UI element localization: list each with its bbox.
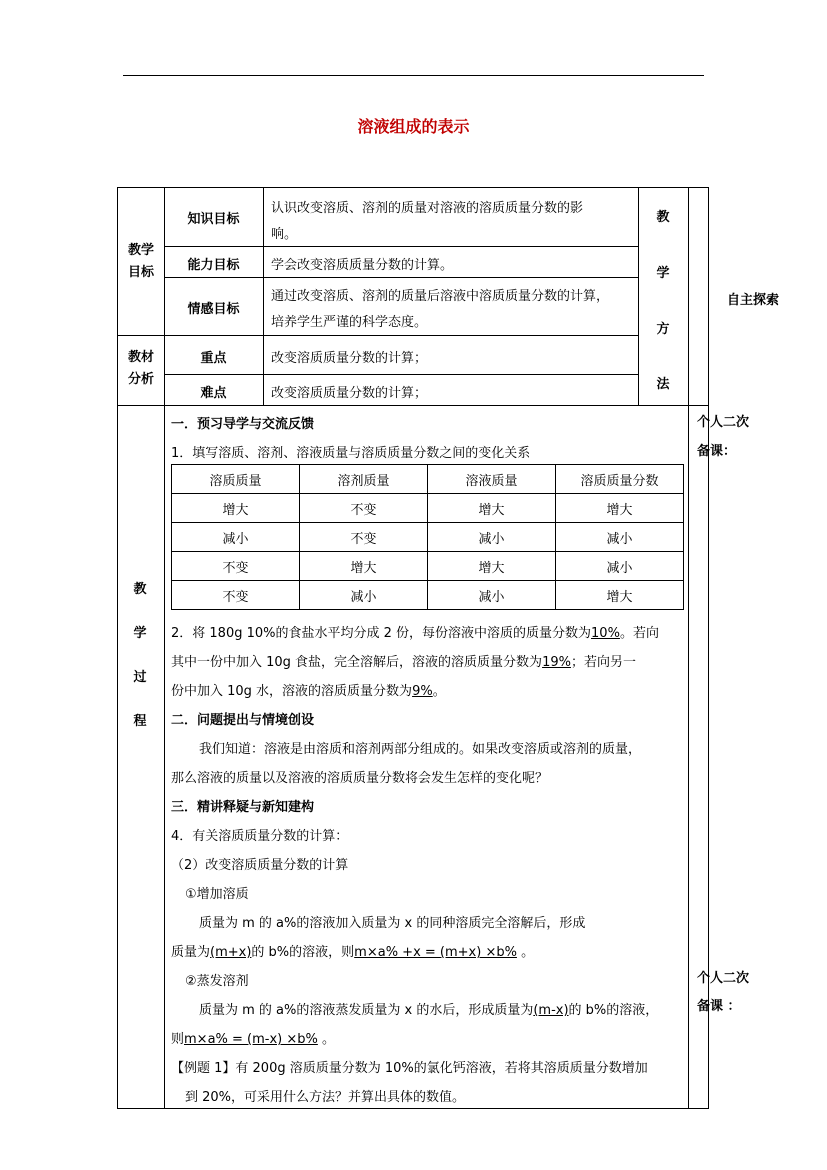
item-text: 4．有关溶质质量分数的计算： [171, 829, 349, 844]
table-header-cell: 溶剂质量 [300, 465, 428, 494]
item2-line [171, 651, 636, 670]
method-char: 方 [656, 322, 670, 337]
answer-blank: (m+x) [210, 945, 252, 960]
answer-blank: 9% [412, 684, 433, 699]
sub-heading: ②蒸发溶剂 [185, 974, 249, 989]
process-char: 学 [133, 626, 147, 641]
item-text: 1．填写溶质、溶剂、溶液质量与溶质质量分数之间的变化关系 [171, 446, 531, 461]
table-cell: 增大 [172, 494, 300, 523]
col-divider [688, 187, 689, 1109]
table-cell: 不变 [172, 552, 300, 581]
table-row [172, 523, 684, 552]
key-label: 重点 [200, 351, 227, 366]
table-cell: 减小 [428, 581, 556, 610]
col-divider [263, 187, 264, 405]
item2-text: 2．将 180g 10%的食盐水平均分成 2 份，每份溶液中溶质的质量分数为 [171, 626, 592, 641]
table-cell: 增大 [556, 494, 684, 523]
formula-text: 质量为 [171, 945, 211, 960]
paragraph-line: 我们知道：溶液是由溶质和溶剂两部分组成的。如果改变溶质或溶剂的质量， [199, 742, 642, 757]
process-char: 程 [133, 714, 147, 729]
sub-heading: ①增加溶质 [185, 887, 249, 902]
side-note: 备课 ： [697, 999, 741, 1014]
table-cell: 不变 [300, 494, 428, 523]
knowledge-text [271, 196, 583, 248]
item2-text: 。 [432, 684, 446, 699]
difficulty-text: 改变溶质质量分数的计算； [271, 386, 428, 401]
formula-text: 则 [171, 1032, 185, 1047]
row-divider [164, 374, 638, 375]
item2-line [171, 622, 659, 641]
table-header-cell: 溶液质量 [428, 465, 556, 494]
item2-text: 份中加入 10g 水，溶液的溶质质量分数为 [171, 684, 413, 699]
table-header-row [172, 465, 684, 494]
paragraph-line: 质量为 m 的 a%的溶液加入质量为 x 的同种溶质完全溶解后，形成 [199, 916, 586, 931]
header-rule [123, 75, 704, 76]
paragraph-line: 那么溶液的质量以及溶液的溶质质量分数将会发生怎样的变化呢？ [171, 771, 549, 786]
table-divider-process [117, 405, 709, 406]
emotion-label: 情感目标 [187, 302, 240, 317]
answer-blank: 19% [542, 655, 571, 670]
answer-blank: (m-x) [533, 1003, 569, 1018]
table-cell: 减小 [428, 523, 556, 552]
table-border-top [117, 187, 709, 188]
paragraph-line [199, 999, 658, 1018]
section-heading: 二．问题提出与情境创设 [171, 713, 315, 728]
table-cell: 减小 [172, 523, 300, 552]
table-cell: 增大 [300, 552, 428, 581]
material-label [118, 347, 164, 391]
difficulty-label: 难点 [200, 386, 227, 401]
ability-label: 能力目标 [187, 258, 240, 273]
table-cell: 增大 [428, 552, 556, 581]
process-char: 教 [133, 582, 147, 597]
col-divider [164, 187, 165, 1109]
formula-text: 的 b%的溶液，则 [251, 945, 355, 960]
item2-text: ；若向另一 [570, 655, 636, 670]
table-cell: 减小 [300, 581, 428, 610]
paragraph-line [171, 941, 534, 960]
answer-blank: m×a% = (m-x) ×b% [184, 1032, 318, 1047]
process-char: 过 [133, 670, 147, 685]
method-char: 教 [656, 210, 670, 225]
table-header-cell: 溶质质量分数 [556, 465, 684, 494]
table-cell: 增大 [428, 494, 556, 523]
objectives-label-line: 目标 [127, 265, 154, 280]
material-label-line: 分析 [127, 372, 154, 387]
side-note: 个人二次 [697, 415, 750, 430]
method-char: 学 [656, 266, 670, 281]
method-value: 自主探索 [726, 293, 779, 308]
item2-text: 。若向 [619, 626, 659, 641]
table-cell: 增大 [556, 581, 684, 610]
ability-text: 学会改变溶质质量分数的计算。 [271, 258, 454, 273]
table-cell: 不变 [172, 581, 300, 610]
key-text: 改变溶质质量分数的计算； [271, 351, 428, 366]
formula-text: 质量为 m 的 a%的溶液蒸发质量为 x 的水后，形成质量为 [199, 1003, 534, 1018]
answer-blank: 10% [591, 626, 620, 641]
table-header-cell: 溶质质量 [172, 465, 300, 494]
objectives-label [118, 240, 164, 284]
table-cell: 不变 [300, 523, 428, 552]
item2-text: 其中一份中加入 10g 食盐，完全溶解后，溶液的溶质质量分数为 [171, 655, 543, 670]
table-border-bottom [117, 1108, 709, 1109]
section-heading: 一．预习导学与交流反馈 [171, 417, 315, 432]
knowledge-text-line: 响。 [271, 227, 298, 242]
table-border-left [117, 187, 118, 1109]
table-row [172, 581, 684, 610]
change-relation-table [171, 464, 684, 610]
page-title: 溶液组成的表示 [357, 117, 470, 136]
knowledge-label: 知识目标 [187, 212, 240, 227]
table-cell: 减小 [556, 552, 684, 581]
table-row [172, 552, 684, 581]
knowledge-text-line: 认识改变溶质、溶剂的质量对溶液的溶质质量分数的影 [271, 201, 584, 216]
material-label-line: 教材 [127, 350, 154, 365]
formula-text: 的 b%的溶液， [568, 1003, 659, 1018]
side-note: 备课： [697, 444, 737, 459]
col-divider [638, 187, 639, 405]
table-row [172, 494, 684, 523]
item2-line [171, 680, 446, 699]
objectives-label-line: 教学 [127, 243, 154, 258]
emotion-text-line: 培养学生严谨的科学态度。 [271, 315, 428, 330]
formula-text: 。 [317, 1032, 336, 1047]
side-note: 个人二次 [697, 971, 750, 986]
section-heading: 三．精讲释疑与新知建构 [171, 800, 315, 815]
sub-heading: （2）改变溶质质量分数的计算 [171, 858, 349, 873]
example-line: 到 20%，可采用什么方法？并算出具体的数值。 [185, 1090, 466, 1105]
method-char: 法 [656, 377, 670, 392]
answer-blank: m×a% +x = (m+x) ×b% [354, 945, 517, 960]
table-cell: 减小 [556, 523, 684, 552]
formula-text: 。 [516, 945, 535, 960]
example-line: 【例题 1】有 200g 溶质质量分数为 10%的氯化钙溶液，若将其溶质质量分数增加 [171, 1061, 648, 1076]
emotion-text [271, 284, 609, 336]
row-divider [164, 277, 638, 278]
emotion-text-line: 通过改变溶质、溶剂的质量后溶液中溶质质量分数的计算， [271, 289, 610, 304]
paragraph-line [171, 1028, 335, 1047]
